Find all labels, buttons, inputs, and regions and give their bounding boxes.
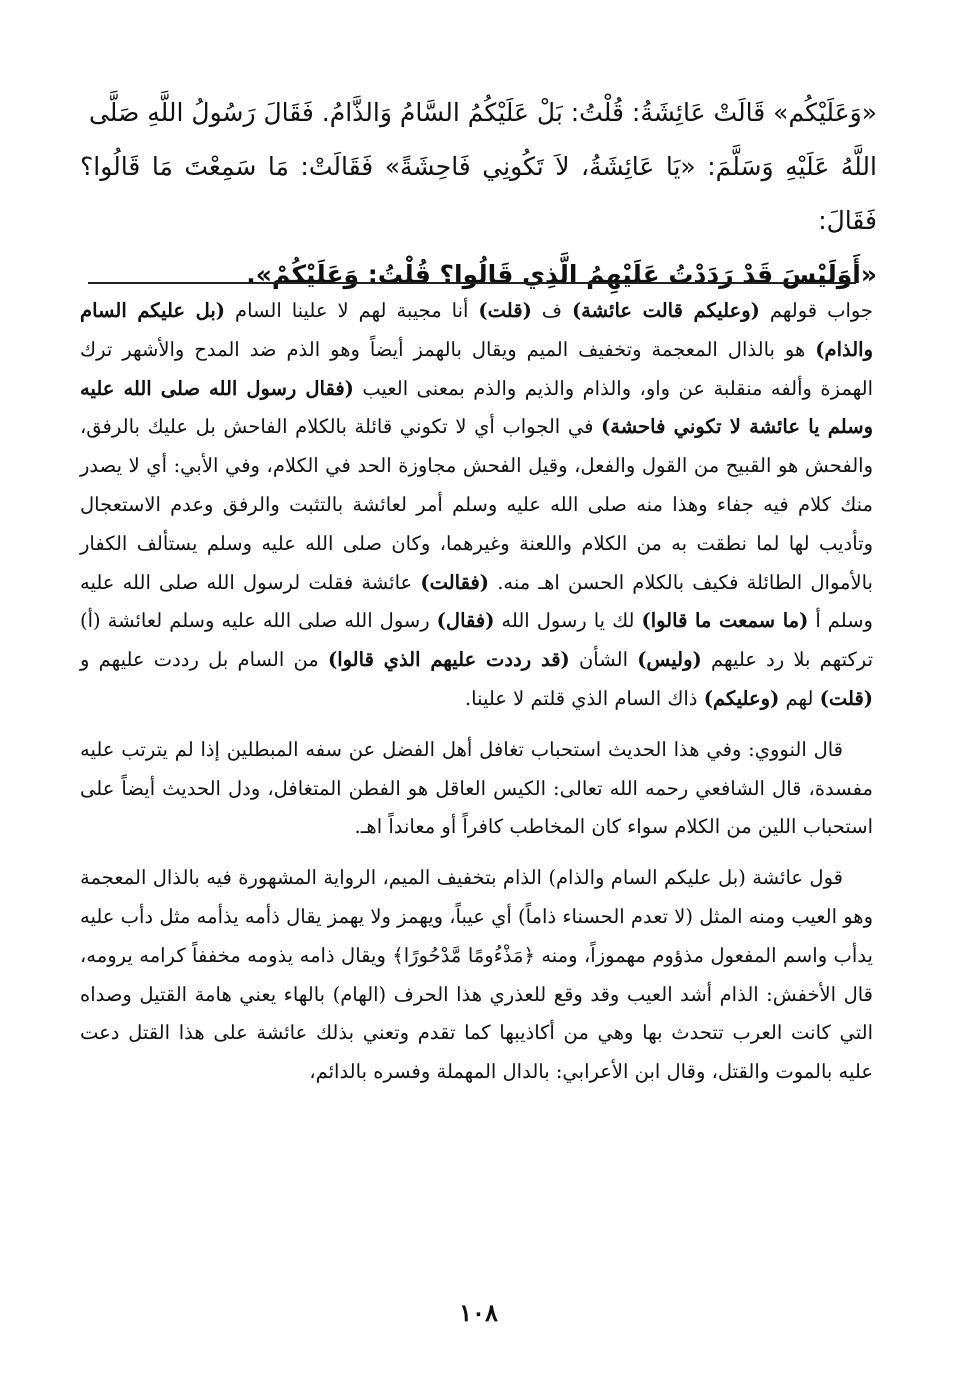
quoted-phrase: (فقالت) [420,570,490,594]
quoted-phrase: (قد رددت عليهم الذي قالوا) [327,648,570,672]
quoted-phrase: (قلت) [478,299,532,322]
quoted-phrase: (وليس) [637,648,702,672]
quoted-phrase: (فقال رسول الله صلى الله عليه وسلم يا عائشة لا تكوني فاحشة) [80,376,873,439]
text-run: لك يا رسول الله [494,609,642,633]
hadith-text [80,86,877,302]
quoted-phrase: (فقال) [436,609,495,633]
quoted-phrase: (ما سمعت ما قالوا) [641,609,809,633]
text-run: عائشة فقلت لرسول الله صلى الله عليه وسلم أ [80,570,873,633]
quoted-phrase: (وعليكم قالت عائشة) [571,299,760,322]
text-run: لهم [779,686,820,710]
hadith-line-3: «أَوَلَيْسَ قَدْ رَدَدْتُ عَلَيْهِمُ الَّذِي قَالُوا؟ قُلْتُ: وَعَلَيْكُمْ». [246,260,877,289]
commentary-paragraph-3: قول عائشة (بل عليكم السام والذام) الذام بتخفيف الميم، الرواية المشهورة فيه بالذال المعجمة وهو العيب ومنه المثل (لا تعدم الحسناء ذاماً) أي عيباً، ويهمز ولا يهمز يقال ذأمه يذأمه مثل دأب عليه يدأب واسم المفعول مذؤوم مهموزاً، ومنه ﴿مَذْءُومًا مَّدْحُورًا﴾ ويقال ذامه يذومه مخففاً كرامه يرومه، قال الأخفش: الذام أشد العيب وقد وقع للعذري هذا الحرف (الهام) بالهاء يعني هامة القتيل وصداه التي كانت العرب تتحدث بها وهي من أكاذيبها كما تقدم وتعني بذلك عائشة على هذا القتل دعت عليه بالموت والقتل، وقال ابن الأعرابي: بالدال المهملة وفسره بالدائم، [80,866,873,1084]
commentary-paragraph-1 [80,292,873,719]
text-run: ف [531,299,572,322]
text-run: الشأن [569,648,638,672]
hadith-line-2: اللَّهُ عَلَيْهِ وَسَلَّمَ: «يَا عَائِشَةُ، لاَ تَكُونِي فَاحِشَةً» فَقَالَتْ: مَا سَمِعْتَ مَا قَالُوا؟ فَقَالَ: [80,152,877,235]
hadith-line-1: «وَعَلَيْكُم» قَالَتْ عَائِشَةُ: قُلْتُ: بَلْ عَلَيْكُمُ السَّامُ وَالذَّامُ. فَقَالَ رَسُولُ اللَّهِ صَلَّى [88,98,877,127]
quoted-phrase: (وعليكم) [703,686,780,710]
text-run: رسول الله صلى الله عليه وسلم لعائشة (أ) تركتهم بلا رد عليهم [80,609,873,672]
text-run: ذاك السام الذي قلتم لا علينا. [464,686,704,710]
text-run: هو بالذال المعجمة وتخفيف الميم ويقال بالهمز أيضاً وهو الذم ضد المدح والأشهر ترك الهمزة وألفه منقلبة عن واو، والذام والذيم والذم بمعنى العيب [80,337,873,400]
commentary [80,292,873,1104]
text-run: في الجواب أي لا تكوني قائلة بالكلام الفاحش بل عليك بالرفق، والفحش هو القبيح من القول والفعل، وقيل الفحش مجاوزة الحد في الكلام، وفي الأبي: أي لا يصدر منك كلام فيه جفاء وهذا منه صلى الله عليه وسلم أمر لعائشة بالتثبت والرفق وعدم الاستعجال وتأديب لها لما نطقت به من الكلام واللعنة وغيرهما، وكان صلى الله عليه وسلم يستألف الكفار بالأموال الطائلة فكيف بالكلام الحسن اهـ منه. [80,415,873,594]
text-run: أنا مجيبة لهم لا علينا السام [225,299,479,322]
text-run: من السام بل رددت عليهم و [80,648,328,672]
text-run: جواب قولهم [759,299,873,322]
quoted-phrase: (بل عليكم السام والذام) [80,299,873,361]
page-number: ١٠٨ [459,1298,498,1327]
quoted-phrase: (قلت) [819,686,873,710]
commentary-paragraph-2: قال النووي: وفي هذا الحديث استحباب تغافل أهل الفضل عن سفه المبطلين إذا لم يترتب عليه مفسدة، قال الشافعي رحمه الله تعالى: الكيس العاقل هو الفطن المتغافل، ودل الحديث أيضاً على استحباب اللين من الكلام سواء كان المخاطب كافراً أو معانداً اهـ. [80,737,873,839]
footnote-divider [88,282,856,284]
